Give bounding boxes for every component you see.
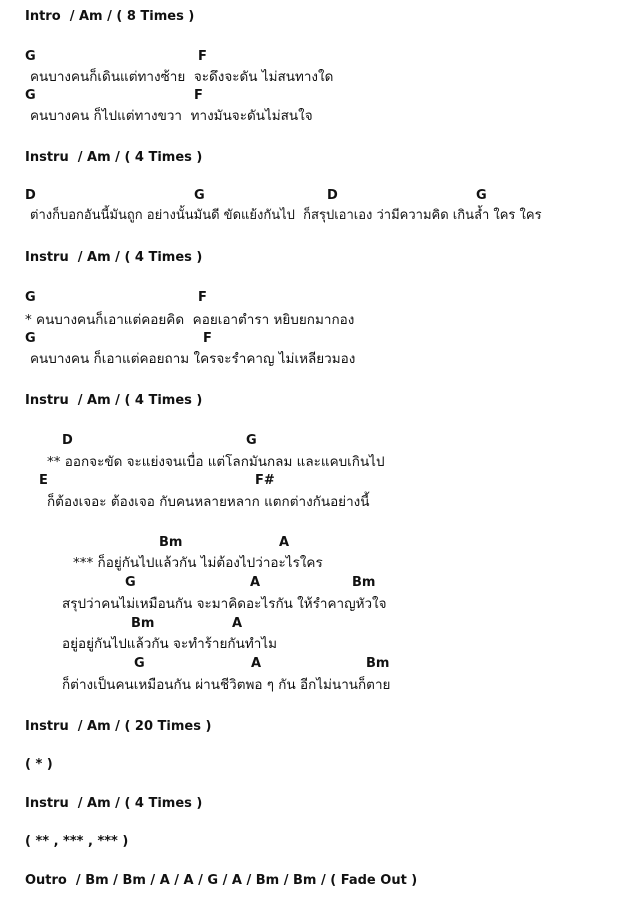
- instru-line: Instru / Am / ( 4 Times ): [25, 150, 203, 165]
- lyric-line: * คนบางคนก็เอาแต่คอยคิด คอยเอาตำรา หยิบยกมากอง: [25, 312, 355, 328]
- instru-line: Instru / Am / ( 4 Times ): [25, 796, 203, 811]
- lyric-line: คนบางคน ก็ไปแต่ทางขวา ทางมันจะดันไม่สนใจ: [30, 108, 313, 124]
- lyric-line: คนบางคนก็เดินแต่ทางซ้าย จะดึงจะดัน ไม่สนทางใด: [30, 69, 334, 85]
- chord: D: [62, 433, 73, 448]
- lyric-line: ต่างก็บอกอันนี้มันถูก อย่างนั้นมันดี ขัดแย้งกันไป ก็สรุปเอาเอง ว่ามีความคิด เกินล้ำ ใคร ใคร: [30, 208, 542, 223]
- chord: F: [194, 88, 203, 103]
- chord: F: [198, 49, 207, 64]
- lyric-line: สรุปว่าคนไม่เหมือนกัน จะมาคิดอะไรกัน ให้รำคาญหัวใจ: [62, 596, 387, 612]
- chord: G: [25, 49, 36, 64]
- chord: G: [134, 656, 145, 671]
- chord: F: [198, 290, 207, 305]
- chord: A: [251, 656, 262, 671]
- lyric-line: *** ก็อยู่กันไปแล้วกัน ไม่ต้องไปว่าอะไรใคร: [73, 555, 323, 571]
- chord: A: [279, 535, 290, 550]
- lyric-line: อยู่อยู่กันไปแล้วกัน จะทำร้ายกันทำไม: [62, 636, 277, 652]
- chord: Bm: [131, 616, 155, 631]
- lyric-line: คนบางคน ก็เอาแต่คอยถาม ใครจะรำคาญ ไม่เหลียวมอง: [30, 351, 356, 367]
- chord: Bm: [159, 535, 183, 550]
- chord: Bm: [352, 575, 376, 590]
- intro-line: Intro / Am / ( 8 Times ): [25, 9, 195, 24]
- instru-line: Instru / Am / ( 20 Times ): [25, 719, 212, 734]
- lyric-line: ก็ต้องเจอะ ต้องเจอ กับคนหลายหลาก แตกต่างกันอย่างนี้: [47, 494, 370, 510]
- chord: G: [476, 188, 487, 203]
- chord: G: [125, 575, 136, 590]
- chord: F#: [255, 473, 275, 488]
- chord: G: [25, 331, 36, 346]
- chord: G: [25, 88, 36, 103]
- outro-line: Outro / Bm / Bm / A / A / G / A / Bm / Bm / ( Fade Out ): [25, 873, 418, 888]
- chord: G: [194, 188, 205, 203]
- repeat-line: ( * ): [25, 757, 53, 772]
- chord: E: [39, 473, 48, 488]
- chord: G: [246, 433, 257, 448]
- chord: Bm: [366, 656, 390, 671]
- lyric-line: ** ออกจะขัด จะแย่งจนเบื่อ แต่โลกมันกลม และแคบเกินไป: [47, 454, 385, 470]
- chord: G: [25, 290, 36, 305]
- chord: F: [203, 331, 212, 346]
- lyric-line: ก็ต่างเป็นคนเหมือนกัน ผ่านชีวิตพอ ๆ กัน อีกไม่นานก็ตาย: [62, 677, 391, 693]
- chord: D: [25, 188, 36, 203]
- chord: A: [232, 616, 243, 631]
- instru-line: Instru / Am / ( 4 Times ): [25, 393, 203, 408]
- instru-line: Instru / Am / ( 4 Times ): [25, 250, 203, 265]
- chord: D: [327, 188, 338, 203]
- chord: A: [250, 575, 261, 590]
- repeat-line: ( ** , *** , *** ): [25, 834, 129, 849]
